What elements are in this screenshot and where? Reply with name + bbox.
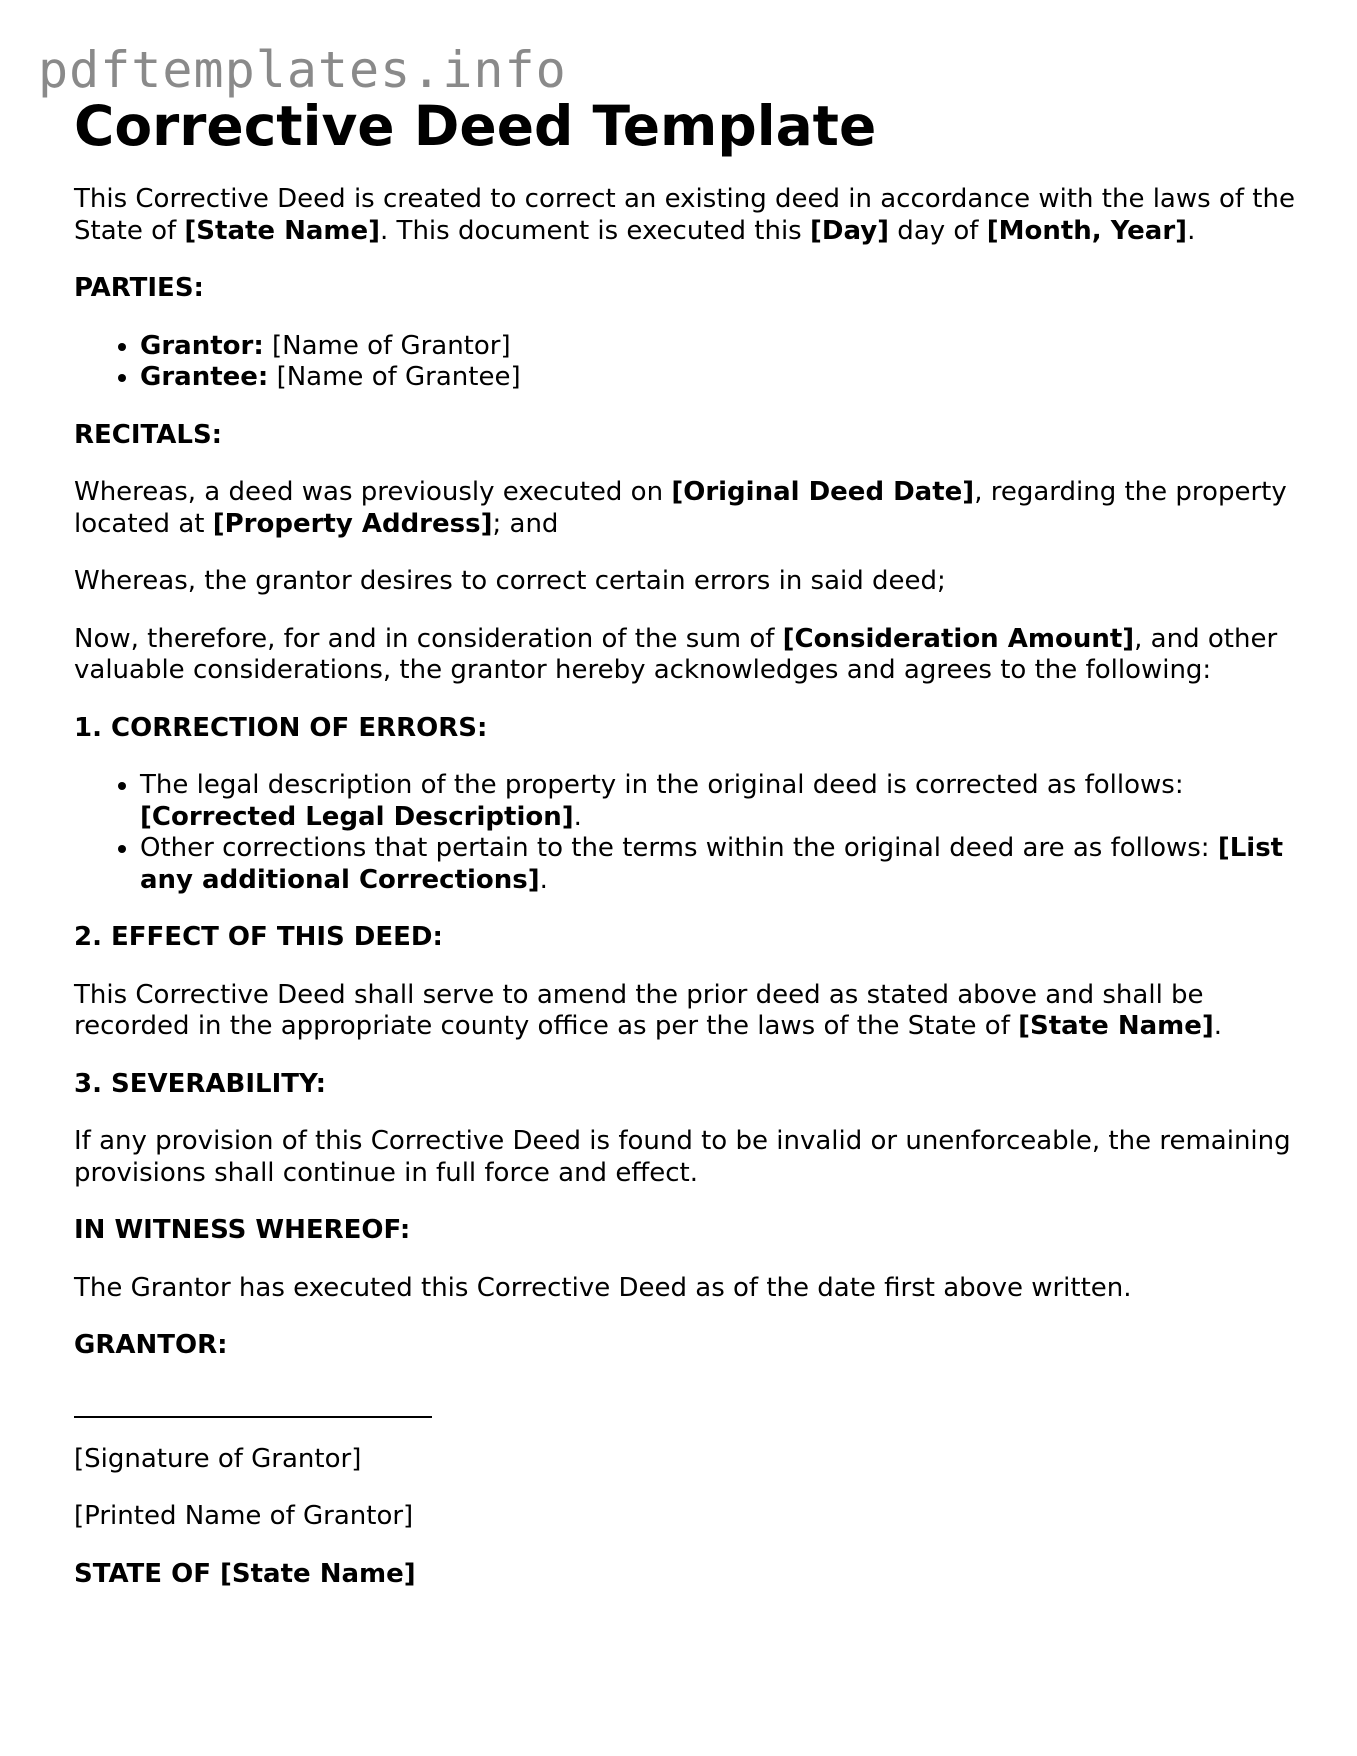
recital-paragraph-2: Whereas, the grantor desires to correct certain errors in said deed; <box>74 566 946 596</box>
correction-text-1: The legal description of the property in the original deed is corrected as follows: <box>140 770 1184 800</box>
recital-paragraph-3 <box>74 624 1314 687</box>
day-placeholder: [Day] <box>810 215 890 246</box>
intro-text-3: day of <box>889 215 987 246</box>
effect-paragraph <box>74 980 1314 1043</box>
grantor-label: Grantor: <box>140 330 264 361</box>
property-address-placeholder: [Property Address] <box>212 508 493 539</box>
list-item <box>140 833 1314 896</box>
intro-text-1: This Corrective Deed is created to correct an existing deed in accordance with the laws of the State of <box>74 184 1295 246</box>
correction-heading: 1. CORRECTION OF ERRORS: <box>74 712 488 743</box>
grantee-label: Grantee: <box>140 362 269 392</box>
consideration-amount-placeholder: [Consideration Amount] <box>782 623 1135 654</box>
list-item <box>140 770 1314 833</box>
state-name-placeholder: [State Name] <box>1018 1011 1214 1041</box>
recital-text-4: Now, therefore, for and in consideration of the sum of <box>74 623 783 654</box>
witness-heading: IN WITNESS WHEREOF: <box>74 1215 411 1245</box>
severability-paragraph: If any provision of this Corrective Deed is found to be invalid or unenforceable, the remaining provisions shall continue in full force and effect. <box>74 1126 1291 1188</box>
correction-end-2: . <box>539 864 548 895</box>
intro-text-4: . <box>1187 215 1196 246</box>
month-year-placeholder: [Month, Year] <box>986 215 1188 246</box>
state-of-heading: STATE OF [State Name] <box>74 1558 416 1589</box>
recital-text-5: , and other valuable considerations, the grantor hereby acknowledges and agrees to the following: <box>74 623 1278 685</box>
effect-text-1: This Corrective Deed shall serve to amend the prior deed as stated above and shall be recorded in the appropriate county office as per the laws of the State of <box>74 979 1204 1041</box>
signature-label: [Signature of Grantor] <box>74 1443 362 1474</box>
correction-text-2: Other corrections that pertain to the terms within the original deed are as follows: <box>140 833 1218 863</box>
effect-text-2: . <box>1213 1011 1222 1041</box>
corrected-legal-description-placeholder: [Corrected Legal Description] <box>140 801 574 832</box>
document-title: Corrective Deed Template <box>74 94 877 158</box>
grantee-name-placeholder: [Name of Grantee] <box>268 362 521 392</box>
intro-text-2: . This document is executed this <box>380 215 810 246</box>
watermark: pdftemplates.info <box>38 41 567 99</box>
parties-list <box>74 331 1314 394</box>
grantor-heading: GRANTOR: <box>74 1330 228 1360</box>
original-deed-date-placeholder: [Original Deed Date] <box>671 477 975 507</box>
recital-text-2: , regarding the property located at <box>74 477 1287 539</box>
recitals-heading: RECITALS: <box>74 419 223 450</box>
recital-text-1: Whereas, a deed was previously executed on <box>74 477 672 507</box>
correction-list <box>74 770 1314 896</box>
witness-paragraph: The Grantor has executed this Corrective Deed as of the date first above written. <box>74 1272 1132 1303</box>
correction-end-1: . <box>573 801 582 832</box>
document-body <box>74 184 1314 1590</box>
parties-heading: PARTIES: <box>74 273 204 303</box>
grantor-name-placeholder: [Name of Grantor] <box>263 330 511 361</box>
signature-line <box>74 1416 432 1418</box>
printed-name-label: [Printed Name of Grantor] <box>74 1501 414 1531</box>
additional-corrections-placeholder: [List any additional Corrections] <box>140 833 1284 895</box>
recital-paragraph-1 <box>74 477 1314 540</box>
list-item <box>140 331 1314 363</box>
list-item <box>140 362 1314 394</box>
state-name-placeholder: [State Name] <box>184 215 381 246</box>
severability-heading: 3. SEVERABILITY: <box>74 1068 326 1099</box>
recital-text-3: ; and <box>492 508 559 539</box>
effect-heading: 2. EFFECT OF THIS DEED: <box>74 922 443 952</box>
document-page <box>74 88 1314 1590</box>
intro-paragraph <box>74 184 1314 247</box>
